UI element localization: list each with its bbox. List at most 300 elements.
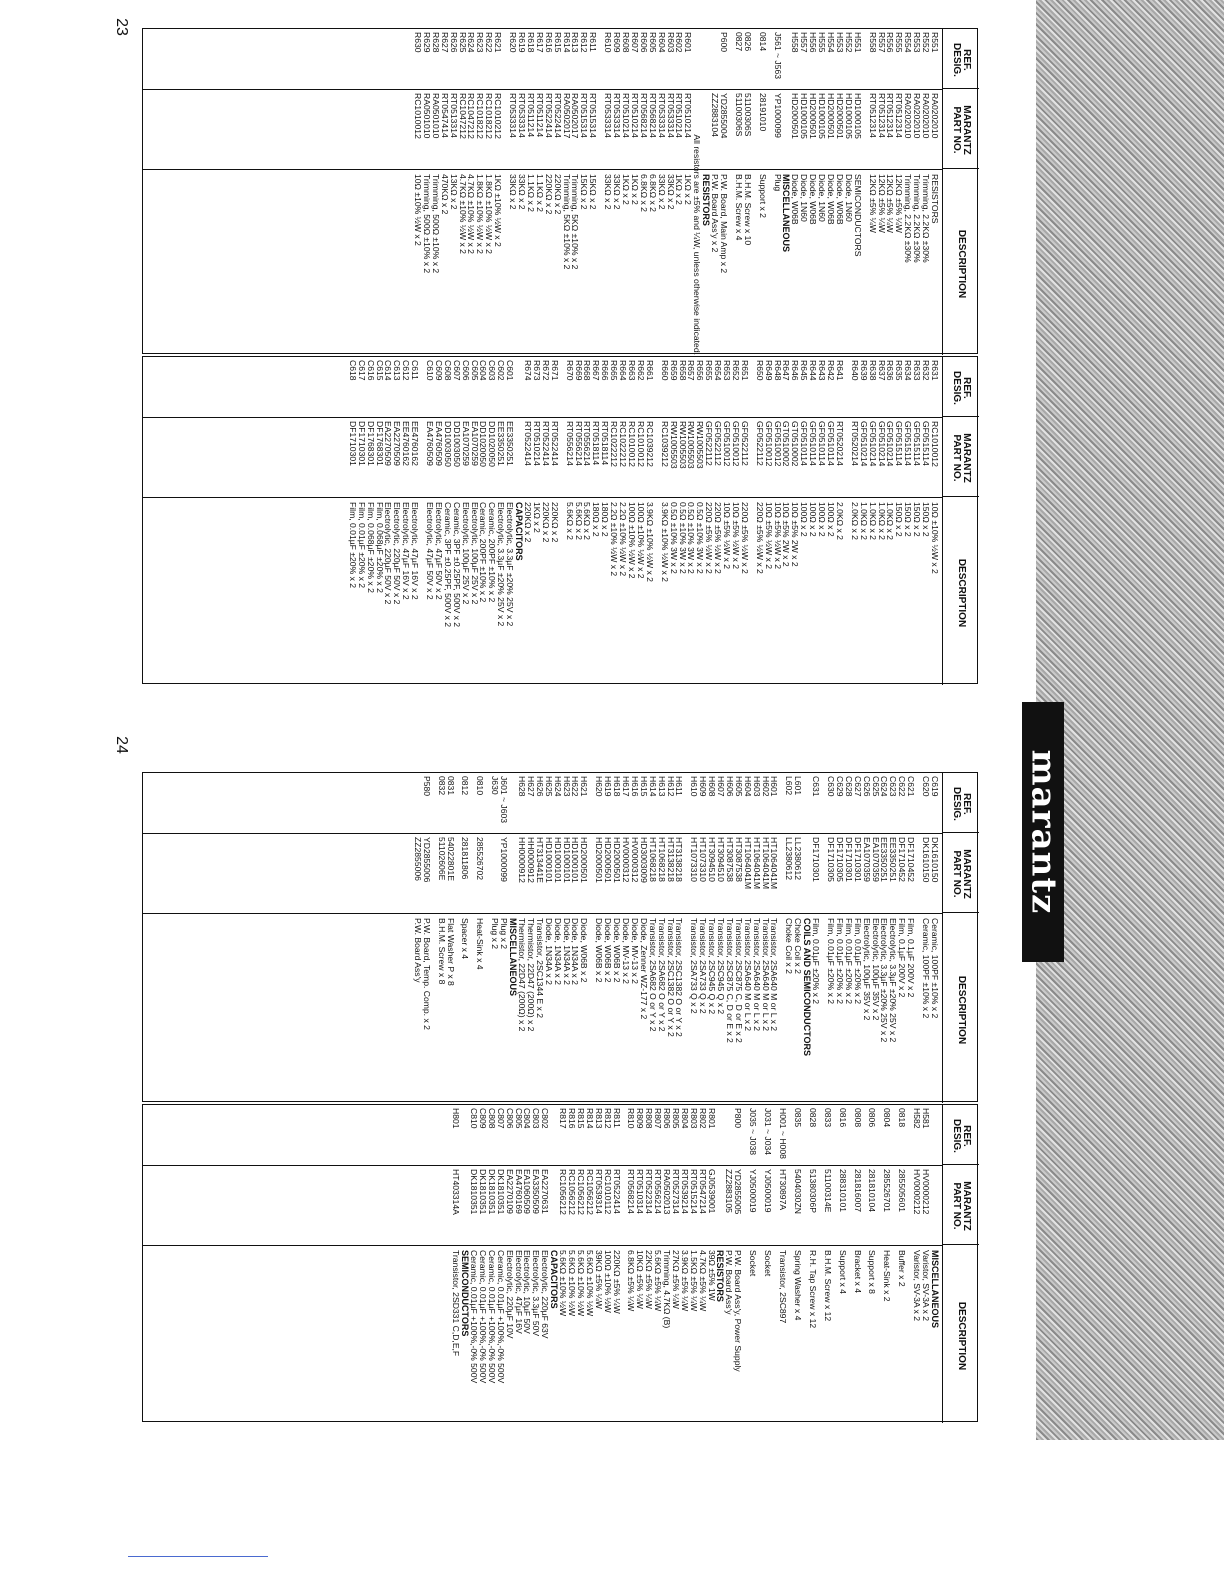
part-cell xyxy=(490,833,499,913)
table-row xyxy=(844,29,853,355)
desc-cell: 4.7KΩ ±5% ¼W xyxy=(697,1250,708,1312)
desc-cell: 1.0KΩ x 2 xyxy=(867,502,878,540)
desc-cell: 10Ω ±5% ½W x 2 xyxy=(772,502,783,570)
part-cell: RT0510214 xyxy=(621,93,631,138)
desc-cell: 12KΩ ±5% ¼W xyxy=(885,174,896,233)
table-row xyxy=(921,773,930,1103)
part-cell: RT0518114 xyxy=(600,421,611,466)
desc-cell: 22KΩ ±5% ¼W xyxy=(644,1250,655,1309)
table-row xyxy=(446,773,455,1103)
ref-cell: C631 xyxy=(811,776,822,797)
table-row xyxy=(755,357,764,685)
desc-cell: Transistor, 2SC1382 O or Y x 2 xyxy=(674,918,685,1037)
part-cell: 51380306P xyxy=(807,1169,818,1213)
desc-cell: 39KΩ ±5% ¼W xyxy=(593,1250,604,1309)
section-heading xyxy=(802,773,811,1103)
table-row xyxy=(811,773,820,1103)
part-cell: EA3350509 xyxy=(531,1169,542,1214)
desc-cell: P.W. Board Ass'y xyxy=(412,918,423,983)
desc-cell: Electrolytic, 10µF 50V xyxy=(522,1250,533,1334)
ref-cell: C803 xyxy=(531,1108,542,1129)
part-cell: HT3094510 xyxy=(707,837,718,882)
desc-cell: Electrolytic, 47µF 50V x 2 xyxy=(433,502,444,600)
part-cell: GF0510114 xyxy=(808,421,819,466)
part-cell: RC1047212 xyxy=(457,93,468,139)
ref-cell: C628 xyxy=(843,776,854,797)
ref-cell: R810 xyxy=(626,1108,637,1129)
ref-cell: H610 xyxy=(689,776,700,797)
desc-cell: Electrolytic, 100µF 25V x 2 xyxy=(469,502,480,605)
ref-cell: C807 xyxy=(495,1108,506,1129)
desc-cell: 150Ω x 2 xyxy=(921,502,932,537)
part-cell: RA0202010 xyxy=(921,93,932,139)
ref-cell: R633 xyxy=(912,360,923,381)
ref-cell: H626 xyxy=(534,776,545,797)
table-row xyxy=(695,357,704,685)
desc-cell: 180Ω x 2 xyxy=(600,502,611,537)
ref-cell: R667 xyxy=(591,360,602,381)
desc-cell: Diode, W06B xyxy=(808,174,819,225)
desc-cell: Electrolytic, 220µF 50V x 2 xyxy=(383,502,394,605)
ref-cell: H625 xyxy=(543,776,554,797)
part-cell: EA1070359 xyxy=(861,837,872,882)
desc-cell: 1.5KΩ ±5% ¼W xyxy=(688,1250,699,1312)
ref-cell: 0810 xyxy=(475,776,486,796)
part-cell xyxy=(514,417,523,497)
ref-cell: R674 xyxy=(523,360,534,381)
table-row xyxy=(791,29,800,355)
table-row xyxy=(838,1105,847,1423)
table-row xyxy=(853,1105,862,1423)
desc-cell: Diode, W06B x 2 xyxy=(594,918,605,983)
ref-cell: R610 xyxy=(603,32,614,53)
table-row xyxy=(496,1105,505,1423)
part-cell: EE3350251 xyxy=(879,837,890,882)
table-row xyxy=(565,357,574,685)
table-row xyxy=(461,773,470,1103)
desc-cell: Diode, 1N34A x 2 xyxy=(570,918,581,985)
parts-table-4 xyxy=(142,1104,978,1422)
ref-cell: R615 xyxy=(552,32,563,53)
table-row xyxy=(698,773,707,1103)
desc-cell: Film, 0.1µF 200V x 2 xyxy=(906,918,917,998)
part-cell: HT3087538 xyxy=(724,837,735,882)
ref-cell: R814 xyxy=(584,1108,595,1129)
table-row xyxy=(603,773,612,1103)
ref-cell: C805 xyxy=(513,1108,524,1129)
ref-cell xyxy=(508,773,517,833)
part-cell: GF0510214 xyxy=(867,421,878,467)
part-cell: RC1056212 xyxy=(558,1169,569,1215)
table-row xyxy=(675,29,684,355)
ref-cell: R619 xyxy=(517,32,528,53)
brand-logo xyxy=(1022,702,1064,962)
parts-table-1 xyxy=(142,28,978,354)
desc-cell: Diode, 1N60 xyxy=(817,174,828,222)
part-cell: RW1005503 xyxy=(695,421,706,469)
part-cell: RT0522414 xyxy=(611,1169,622,1214)
ref-cell: R622 xyxy=(484,32,495,53)
table-row xyxy=(410,357,419,685)
table-row xyxy=(853,29,862,355)
ref-cell: R642 xyxy=(826,360,837,381)
ref-cell: C614 xyxy=(383,360,394,381)
desc-cell: 1KΩ x 2 xyxy=(531,502,542,533)
desc-cell: Ceramic, 0.01µF +100%,-0% 500V xyxy=(469,1250,480,1384)
part-cell: HD2000501 xyxy=(808,93,819,139)
part-cell: EA1070259 xyxy=(469,421,480,466)
desc-cell: 6.8KΩ x 2 xyxy=(638,174,649,212)
part-cell: HD2000501 xyxy=(603,837,614,883)
part-cell: DF1710301 xyxy=(852,837,863,882)
desc-cell: Film, 0.1µF 200V x 2 xyxy=(897,918,908,998)
ref-cell: C624 xyxy=(879,776,890,797)
part-cell: ZZ2883104 xyxy=(710,93,721,137)
ref-cell: C620 xyxy=(921,776,932,797)
parts-table-2 xyxy=(142,356,978,684)
ref-cell: C606 xyxy=(460,360,471,381)
table-row xyxy=(514,1105,523,1423)
part-cell: DD1003050 xyxy=(451,421,462,467)
part-cell: YD2855006 xyxy=(421,837,432,883)
desc-cell: 10Ω ±5% ½W x 2 xyxy=(722,502,733,570)
desc-cell: 100Ω x 2 xyxy=(808,502,819,537)
desc-cell: Diode, 1N34A x 2 xyxy=(543,918,554,985)
table-row xyxy=(793,773,802,1103)
desc-cell: 0.5Ω ±10% 3W x 2 xyxy=(695,502,706,574)
desc-cell: 5.6KΩ ±10% ½W xyxy=(575,1250,586,1317)
table-row xyxy=(897,773,906,1103)
part-cell: GF0510012 xyxy=(772,421,783,467)
table-row xyxy=(734,773,743,1103)
part-cell: GF0510214 xyxy=(885,421,896,467)
table-row xyxy=(413,29,422,355)
desc-cell: 220KΩ x 2 xyxy=(523,502,534,543)
table-row xyxy=(707,773,716,1103)
table-row xyxy=(826,357,835,685)
ref-cell: R638 xyxy=(867,360,878,381)
part-cell: RT0568214 xyxy=(638,93,649,138)
desc-cell: Film, 0.01µF ±20% x 2 xyxy=(347,502,358,589)
desc-cell: B.H.M. Screw x 4 xyxy=(733,174,744,241)
ref-cell: R653 xyxy=(722,360,733,381)
table-rows xyxy=(143,773,942,1103)
ref-cell: H801 xyxy=(451,1108,462,1129)
part-cell: HT403314A xyxy=(451,1169,462,1215)
table-row xyxy=(823,1105,832,1423)
table-row xyxy=(657,29,666,355)
table-row xyxy=(799,357,808,685)
part-cell: 285526701 xyxy=(882,1169,893,1213)
part-cell: HT3138218 xyxy=(674,837,685,882)
desc-cell: Support x 2 xyxy=(757,174,768,218)
desc-cell: Ceramic, 3PF ±0.25PF, 500V x 2 xyxy=(442,502,453,628)
ref-cell: R664 xyxy=(618,360,629,381)
ref-cell: R651 xyxy=(739,360,750,381)
part-cell: DF1768301 xyxy=(374,421,385,466)
table-row xyxy=(574,357,583,685)
ref-cell: R603 xyxy=(665,32,676,53)
desc-cell: Electrolytic, 3.3µF ±20% 25V x 2 xyxy=(879,918,890,1043)
ref-cell: C604 xyxy=(478,360,489,381)
table-row xyxy=(636,357,645,685)
table-row xyxy=(835,29,844,355)
table-row xyxy=(490,773,499,1103)
part-cell: EA4760509 xyxy=(425,421,436,466)
desc-cell: B.H.M. Screw x 8 xyxy=(436,918,447,985)
header-part: MARANTZ PART NO. xyxy=(943,833,979,913)
table-row xyxy=(704,357,713,685)
table-row xyxy=(579,29,588,355)
desc-cell: Trimming, 2.2KΩ ±30% xyxy=(912,174,923,263)
part-cell: RT0515314 xyxy=(588,93,599,138)
table-row xyxy=(431,29,440,355)
desc-cell: 33KΩ x 2 xyxy=(508,174,519,210)
ref-cell: C619 xyxy=(930,776,940,797)
table-row xyxy=(508,29,517,355)
desc-cell: Transistor, 2SA733 Q x 2 xyxy=(698,918,709,1014)
table-row xyxy=(930,357,939,685)
desc-cell: Transistor, 2SD331 C,D,E,F xyxy=(451,1250,462,1357)
part-cell: GF0522112 xyxy=(739,421,750,466)
table-row xyxy=(662,1105,671,1423)
part-cell xyxy=(460,1165,469,1245)
table-row xyxy=(550,357,559,685)
table-row xyxy=(770,773,779,1103)
desc-cell: Trimming, 4.7KΩ (B) xyxy=(662,1250,673,1329)
part-cell: DF1710305 xyxy=(834,837,845,882)
ref-cell: R604 xyxy=(656,32,667,53)
desc-cell: Ceramic, 200PF ±10% x 2 xyxy=(487,502,498,603)
ref-cell: R662 xyxy=(635,360,646,381)
desc-cell: Transistor, 2SC945 Q x 2 xyxy=(716,918,727,1015)
table-row xyxy=(761,773,770,1103)
desc-cell: Electrolytic, 47µF 16V x 2 xyxy=(401,502,412,600)
desc-cell: Electrolytic, 3.3µF ±20% 25V x 2 xyxy=(505,502,516,627)
part-cell: HD2000501 xyxy=(834,93,845,139)
desc-cell: 100Ω ±10% ½W x 2 xyxy=(635,502,646,579)
desc-cell: 15KΩ x 2 xyxy=(579,174,590,210)
table-row xyxy=(476,29,485,355)
part-cell: EA2270509 xyxy=(383,421,394,466)
part-cell: RT0539214 xyxy=(679,1169,690,1214)
table-row xyxy=(835,357,844,685)
desc-cell: SEMICONDUCTORS xyxy=(852,174,863,257)
ref-cell xyxy=(725,1105,734,1165)
parts-table-3 xyxy=(142,772,978,1102)
ref-cell: R801 xyxy=(706,1108,717,1129)
ref-cell xyxy=(701,29,710,89)
ref-cell: H622 xyxy=(570,776,581,797)
ref-cell: H614 xyxy=(647,776,658,797)
part-cell: 51100314E xyxy=(822,1169,833,1213)
desc-cell: 33KΩ x 2 xyxy=(517,174,528,210)
table-row xyxy=(868,29,877,355)
desc-cell: Electrolytic, 3.3µF ±20% 25V x 2 xyxy=(888,918,899,1043)
part-cell: RT0556214 xyxy=(582,421,593,466)
table-row xyxy=(725,773,734,1103)
ref-cell: R617 xyxy=(534,32,545,53)
desc-cell: Choke Coil x 2 xyxy=(793,918,804,974)
ref-cell: R671 xyxy=(549,360,560,381)
part-cell: HT313441E xyxy=(534,837,545,883)
part-cell: RT0533314 xyxy=(656,93,667,138)
desc-cell: Diode, W06B x 2 xyxy=(579,918,590,983)
table-row xyxy=(375,357,384,685)
part-cell: RA0502017 xyxy=(561,93,572,139)
table-row xyxy=(713,357,722,685)
ref-cell: H558 xyxy=(790,32,801,53)
ref-cell: R646 xyxy=(790,360,801,381)
desc-cell: 220KΩ ±5% ¼W xyxy=(611,1250,622,1314)
part-cell: 281811806 xyxy=(460,837,471,880)
desc-cell: 2.0KΩ x 2 xyxy=(834,502,845,540)
table-row xyxy=(621,29,630,355)
table-row xyxy=(523,357,532,685)
table-row xyxy=(487,1105,496,1423)
part-cell: GT0510002 xyxy=(790,421,801,467)
part-cell: RC1056212 xyxy=(575,1169,586,1215)
ref-cell: H581 xyxy=(921,1108,932,1129)
part-cell: RT0556214 xyxy=(573,421,584,466)
part-cell: RT0520214 xyxy=(849,421,860,466)
part-cell: ZZ2883105 xyxy=(724,1169,735,1213)
desc-cell: 12KΩ ±5% ¼W xyxy=(894,174,905,233)
ref-cell: H617 xyxy=(621,776,631,797)
part-cell: EA4760509 xyxy=(433,421,444,466)
part-cell: GT0510002 xyxy=(781,421,792,467)
desc-cell: Ceramic, 100PF ±10% x 2 xyxy=(930,918,940,1019)
table-row xyxy=(808,29,817,355)
ref-cell: P580 xyxy=(421,776,432,797)
desc-cell: Trimming, 500Ω ±10% x 2 xyxy=(430,174,441,274)
part-cell: 281810104 xyxy=(867,1169,878,1213)
ref-cell: C625 xyxy=(870,776,881,797)
table-row xyxy=(517,29,526,355)
table-row xyxy=(666,29,675,355)
ref-cell: R621 xyxy=(493,32,504,53)
desc-cell: SEMICONDUCTORS xyxy=(460,1250,471,1337)
ref-cell: C809 xyxy=(477,1108,488,1129)
table-row xyxy=(425,357,434,685)
part-cell: RC1039212 xyxy=(659,421,670,467)
ref-cell: 0804 xyxy=(882,1108,893,1128)
header-ref: REF. DESIG. xyxy=(943,29,979,89)
desc-cell: 180Ω x 2 xyxy=(591,502,602,537)
part-cell: RA0502013 xyxy=(662,1169,673,1215)
desc-cell: Transistor, 2SA682 O or Y x 2 xyxy=(656,918,667,1032)
part-cell: RT0512314 xyxy=(894,93,905,138)
ref-cell: C626 xyxy=(861,776,872,797)
part-cell: EE3350251 xyxy=(505,421,516,466)
part-cell: HT1064041M xyxy=(760,837,771,890)
scan-edge-texture xyxy=(1036,0,1224,1440)
ref-cell: H620 xyxy=(594,776,605,797)
table-row xyxy=(859,357,868,685)
part-cell: EE3350251 xyxy=(496,421,507,466)
header-desc: DESCRIPTION xyxy=(956,975,968,1045)
ref-cell: R815 xyxy=(575,1108,586,1129)
ref-cell: H602 xyxy=(760,776,771,797)
desc-cell: 1.8KΩ ±10% ½W x 2 xyxy=(475,174,486,254)
table-header xyxy=(942,1105,979,1423)
table-row xyxy=(903,357,912,685)
part-cell: EE3350251 xyxy=(888,837,899,882)
desc-cell: 150Ω x 2 xyxy=(912,502,923,537)
table-row xyxy=(523,1105,532,1423)
desc-cell: 10Ω ±5% ½W x 2 xyxy=(763,502,774,570)
table-row xyxy=(894,357,903,685)
part-cell: HD1000105 xyxy=(817,93,828,139)
desc-cell: 100Ω ±10% ½W xyxy=(602,1250,613,1313)
desc-cell: MISCELLANEOUS xyxy=(930,1250,940,1329)
ref-cell xyxy=(782,29,791,89)
desc-cell: 0.5Ω ±10% 3W x 2 xyxy=(686,502,697,574)
table-row xyxy=(710,29,719,355)
table-row xyxy=(612,773,621,1103)
header-part: MARANTZ PART NO. xyxy=(943,89,979,169)
desc-cell: Transistor, 2SC1344 E x 2 xyxy=(534,918,545,1018)
part-cell: RT0539314 xyxy=(593,1169,604,1214)
desc-cell: B.H.M. Screw x 12 xyxy=(822,1250,833,1322)
table-row xyxy=(384,357,393,685)
ref-cell: H582 xyxy=(912,1108,923,1129)
table-row xyxy=(585,1105,594,1423)
ref-cell: C808 xyxy=(486,1108,497,1129)
part-cell: 281816007 xyxy=(852,1169,863,1213)
ref-cell: R552 xyxy=(921,32,932,53)
part-cell: 28191010 xyxy=(757,93,768,132)
desc-cell: MISCELLANEOUS xyxy=(508,918,519,997)
ref-cell: C810 xyxy=(469,1108,480,1129)
ref-cell: 0816 xyxy=(837,1108,848,1128)
table-row xyxy=(773,357,782,685)
ref-cell: R806 xyxy=(662,1108,673,1129)
ref-cell: R648 xyxy=(772,360,783,381)
part-cell: GJ0539001 xyxy=(706,1169,717,1214)
part-cell: DK1610150 xyxy=(930,837,940,883)
table-row xyxy=(437,773,446,1103)
header-part: MARANTZ PART NO. xyxy=(943,1165,979,1245)
part-cell xyxy=(716,1165,725,1245)
part-cell: GF0515114 xyxy=(894,421,905,466)
table-row xyxy=(778,1105,787,1423)
part-cell: RT0522414 xyxy=(523,421,534,466)
ref-cell: H555 xyxy=(817,32,828,53)
desc-cell: Plug xyxy=(772,174,783,192)
ref-cell: R629 xyxy=(421,32,432,53)
part-cell: RA0202010 xyxy=(912,93,923,139)
part-cell: HT3087538 xyxy=(733,837,744,882)
part-cell: YD2855004 xyxy=(718,93,729,139)
table-row xyxy=(782,357,791,685)
part-cell: RC1010012 xyxy=(627,421,637,467)
ref-cell: R660 xyxy=(659,360,670,381)
part-cell: DF1768301 xyxy=(365,421,376,466)
table-row xyxy=(921,29,930,355)
table-row xyxy=(912,29,921,355)
table-row xyxy=(689,773,698,1103)
table-row xyxy=(912,1105,921,1423)
table-row xyxy=(725,1105,734,1423)
desc-cell: 12KΩ ±5% ¼W xyxy=(867,174,878,233)
desc-cell: Electrolytic, 100µF 35V x 2 xyxy=(870,918,881,1021)
table-row xyxy=(644,1105,653,1423)
page-number-right: 24 xyxy=(112,736,130,754)
ref-cell: 0831 xyxy=(445,776,456,796)
table-row xyxy=(558,1105,567,1423)
part-cell: RC1056212 xyxy=(584,1169,595,1215)
